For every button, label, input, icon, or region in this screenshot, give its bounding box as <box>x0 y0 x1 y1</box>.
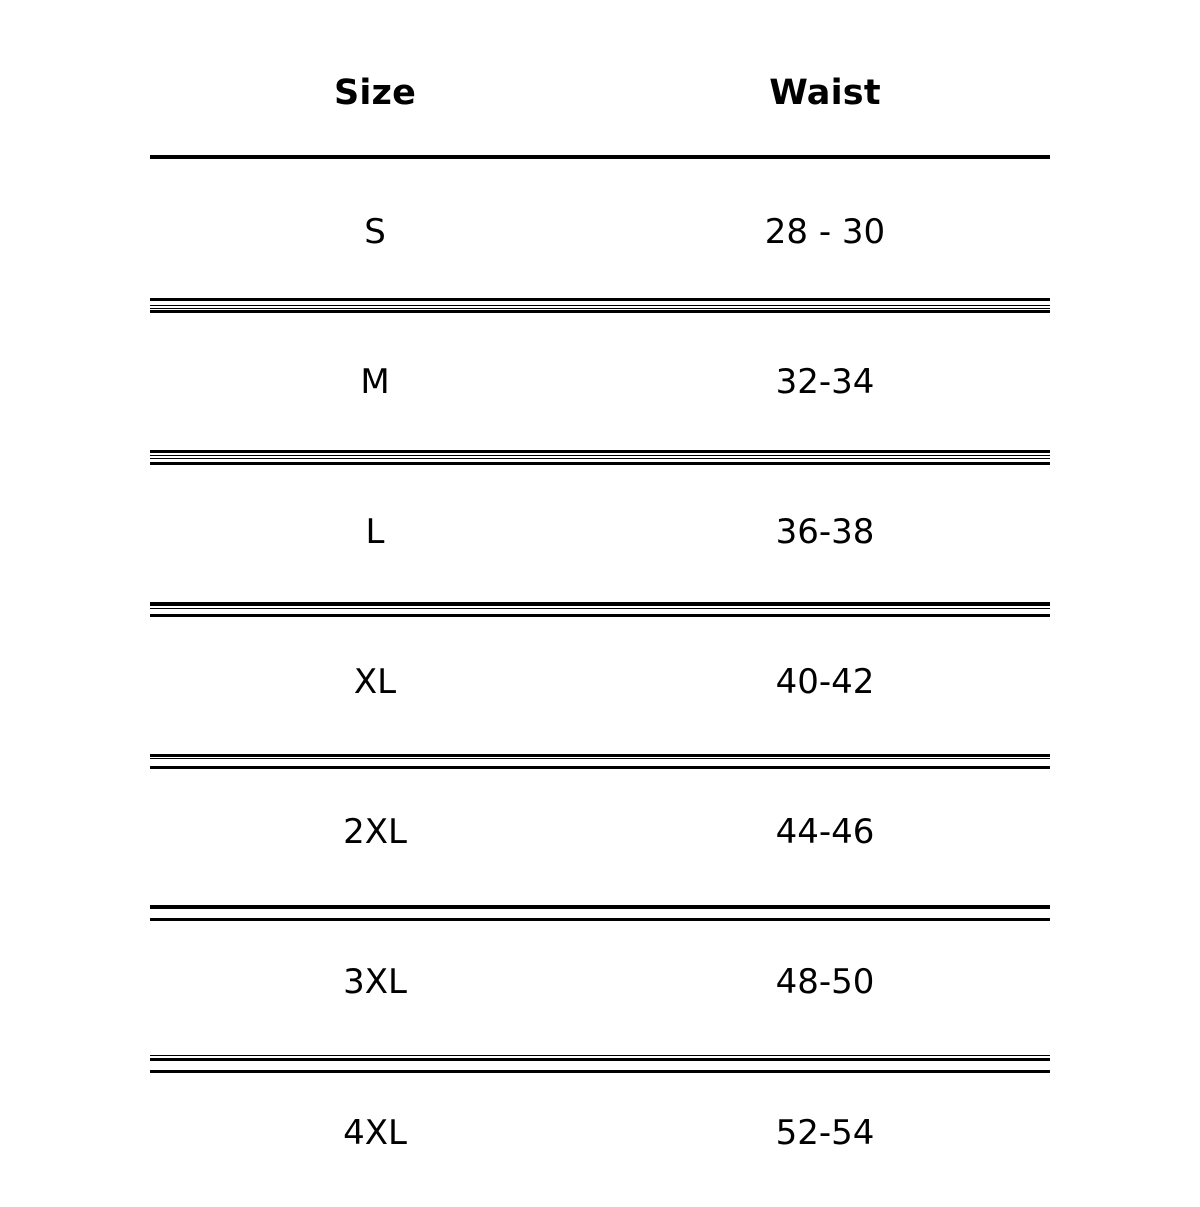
cell-waist: 52-54 <box>775 1113 875 1153</box>
cell-size: 4XL <box>343 1113 407 1153</box>
row-divider <box>150 754 1050 757</box>
cell-waist: 40-42 <box>775 662 875 702</box>
header-rule <box>150 155 1050 159</box>
row-divider <box>150 298 1050 301</box>
table-row <box>150 1057 1050 1207</box>
table-row <box>150 457 1050 607</box>
cell-size: 2XL <box>343 812 407 852</box>
cell-waist: 36-38 <box>775 512 875 552</box>
table-row <box>150 607 1050 757</box>
row-divider <box>150 450 1050 453</box>
size-chart-table <box>150 30 1050 1207</box>
cell-waist: 32-34 <box>775 362 875 402</box>
cell-waist: 28 - 30 <box>764 212 886 252</box>
table-body <box>150 157 1050 1207</box>
cell-size: 3XL <box>343 962 407 1002</box>
cell-waist: 48-50 <box>775 962 875 1002</box>
cell-size: L <box>365 512 385 552</box>
table-header <box>150 30 1050 157</box>
column-header-waist: Waist <box>769 72 881 113</box>
cell-size: XL <box>353 662 397 702</box>
table-row <box>150 157 1050 307</box>
cell-size: S <box>364 212 386 252</box>
table-header-row <box>150 30 1050 157</box>
cell-size: M <box>360 362 390 402</box>
table-row <box>150 907 1050 1057</box>
table-row <box>150 307 1050 457</box>
cell-waist: 44-46 <box>775 812 875 852</box>
row-divider <box>150 906 1050 909</box>
row-divider <box>150 1058 1050 1061</box>
row-divider <box>150 602 1050 605</box>
column-header-size: Size <box>333 72 417 113</box>
table-row <box>150 757 1050 907</box>
